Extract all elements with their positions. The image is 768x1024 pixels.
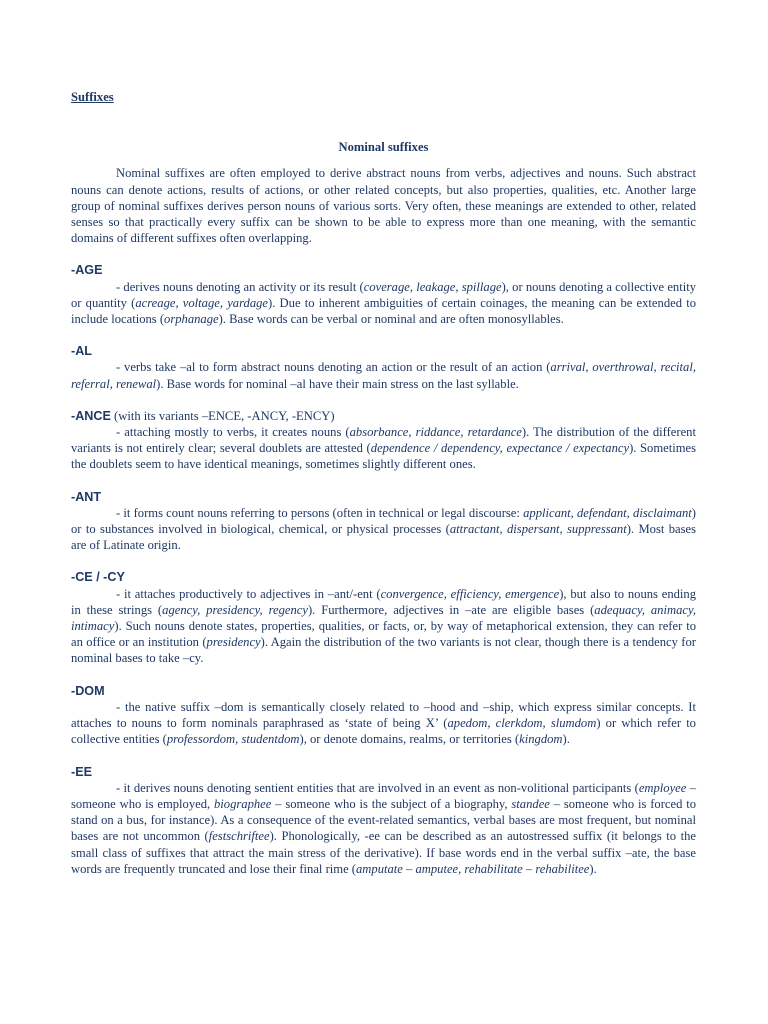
description-text: ). Base words for nominal –al have their main stress on the last syllable. xyxy=(156,376,519,391)
suffix-variants: (with its variants –ENCE, -ANCY, -ENCY) xyxy=(110,408,335,423)
example-words: amputate – amputee, rehabilitate – rehabilitee xyxy=(356,861,590,876)
suffix-heading xyxy=(71,569,696,585)
description-text: ) or to substances involved in biological, chemical, or physical processes ( xyxy=(71,505,696,537)
description-text: ), or nouns denoting a collective entity or quantity ( xyxy=(71,279,697,310)
description-text: ). Most bases are of Latinate origin. xyxy=(71,522,697,553)
suffix-label: -AL xyxy=(71,344,92,359)
suffix-description xyxy=(71,279,696,328)
description-text: ). xyxy=(589,861,597,876)
section-title: Nominal suffixes xyxy=(338,140,429,155)
example-words: orphanage xyxy=(164,312,219,327)
description-text: ). Sometimes the doublets seem to have identical meanings, sometimes slightly different ones. xyxy=(71,441,696,472)
example-words: apedom, clerkdom, slumdom xyxy=(447,716,597,731)
description-text: ). Phonologically, -ee can be described as an autostressed suffix (it belongs to the small class of suffixes that attract the main stress of the derivative). If base words end in the verbal suffix –ate, the base words are frequently truncated and lose their final rime ( xyxy=(71,829,696,876)
description-text: - attaching mostly to verbs, it creates nouns ( xyxy=(116,425,350,440)
suffix-heading xyxy=(71,764,696,780)
suffix-label: -EE xyxy=(71,764,92,779)
description-text: ). xyxy=(562,732,570,747)
suffix-section xyxy=(71,262,696,327)
example-words: applicant, defendant, disclaimant xyxy=(523,505,692,520)
description-text: – someone who is the subject of a biography, xyxy=(271,796,512,811)
example-words: kingdom xyxy=(519,732,563,747)
description-text: ), or denote domains, realms, or territories ( xyxy=(299,732,520,747)
description-text: - the native suffix –dom is semantically closely related to –hood and –ship, which express similar concepts. It attaches to nouns to form nominals paraphrased as ‘state of being X’ ( xyxy=(71,699,696,731)
suffix-label: -CE / -CY xyxy=(71,570,125,585)
suffix-heading xyxy=(71,262,696,278)
example-words: convergence, efficiency, emergence xyxy=(380,586,560,601)
description-text: ). Base words can be verbal or nominal and are often monosyllables. xyxy=(218,312,564,327)
description-text: ). Due to inherent ambiguities of certain coinages, the meaning can be extended to include locations ( xyxy=(71,295,696,327)
example-words: presidency xyxy=(206,635,261,650)
suffix-description xyxy=(71,505,696,554)
description-text: – someone who is forced to stand on a bus, for instance). As a consequence of the event-related semantics, verbal bases are most frequent, but nominal bases are not uncommon ( xyxy=(71,796,697,844)
suffix-section xyxy=(71,764,696,877)
description-text: - it attaches productively to adjectives in –ant/-ent ( xyxy=(116,586,381,601)
suffix-heading xyxy=(71,408,696,424)
page-title: Suffixes xyxy=(71,90,114,104)
suffix-section xyxy=(71,683,696,748)
example-words: biographee xyxy=(214,796,272,811)
suffix-description xyxy=(71,424,696,473)
description-text: ). Again the distribution of the two variants is not clear, though there is a tendency for nominal bases to take –cy. xyxy=(71,635,696,666)
suffix-label: -ANCE xyxy=(71,408,111,423)
suffix-description xyxy=(71,699,696,748)
suffix-heading xyxy=(71,489,696,505)
description-text: - it derives nouns denoting sentient entities that are involved in an event as non-volitional participants ( xyxy=(116,780,639,795)
suffix-label: -ANT xyxy=(71,489,102,504)
suffix-label: -DOM xyxy=(71,683,105,698)
example-words: standee xyxy=(511,796,550,811)
suffix-section xyxy=(71,408,696,473)
example-words: professordom, studentdom xyxy=(166,732,300,747)
description-text: ). Such nouns denote states, properties, qualities, or facts, or, by way of metaphorical extension, they can refer to an office or an institution ( xyxy=(71,619,696,650)
description-text: – someone who is employed, xyxy=(71,780,696,811)
suffix-sections xyxy=(71,262,696,877)
example-words: dependence / dependency, expectance / expectancy xyxy=(370,441,630,456)
description-text: ). Furthermore, adjectives in –ate are eligible bases ( xyxy=(307,602,595,617)
example-words: adequacy, animacy, intimacy xyxy=(71,602,696,634)
description-text: - verbs take –al to form abstract nouns denoting an action or the result of an action ( xyxy=(116,360,551,375)
suffix-section xyxy=(71,489,696,554)
description-text: - derives nouns denoting an activity or its result ( xyxy=(116,279,364,294)
suffix-section xyxy=(71,343,696,392)
suffix-section xyxy=(71,569,696,666)
suffix-label: -AGE xyxy=(71,263,103,278)
example-words: arrival, overthrowal, recital, referral, renewal xyxy=(71,360,697,391)
suffix-description xyxy=(71,359,696,391)
example-words: coverage, leakage, spillage xyxy=(363,279,502,294)
example-words: agency, presidency, regency xyxy=(162,602,308,617)
description-text: ). The distribution of the different variants is not entirely clear; several doublets are attested ( xyxy=(71,425,696,456)
example-words: festschriftee xyxy=(208,829,270,844)
example-words: acreage, voltage, yardage xyxy=(135,295,269,310)
description-text: - it forms count nouns referring to persons (often in technical or legal discourse: xyxy=(116,505,524,520)
suffix-description xyxy=(71,586,696,667)
suffix-description xyxy=(71,780,696,877)
example-words: absorbance, riddance, retardance xyxy=(349,425,522,440)
description-text: ), but also to nouns ending in these strings ( xyxy=(71,586,696,617)
example-words: employee xyxy=(638,780,687,795)
example-words: attractant, dispersant, suppressant xyxy=(449,522,627,537)
suffix-heading xyxy=(71,343,696,359)
description-text: ) or which refer to collective entities ( xyxy=(71,716,696,747)
suffix-heading xyxy=(71,683,696,699)
intro-paragraph: Nominal suffixes are often employed to derive abstract nouns from verbs, adjectives and nouns. Such abstract nouns can denote actions, results of actions, or other related concepts, but also properties, qualities, etc. Another large group of nominal suffixes derives person nouns of various sorts. Very often, these meanings are extended to other, related senses so that practically every suffix can be shown to be able to express more than one meaning, with the semantic domains of different suffixes often overlapping. xyxy=(71,166,696,246)
